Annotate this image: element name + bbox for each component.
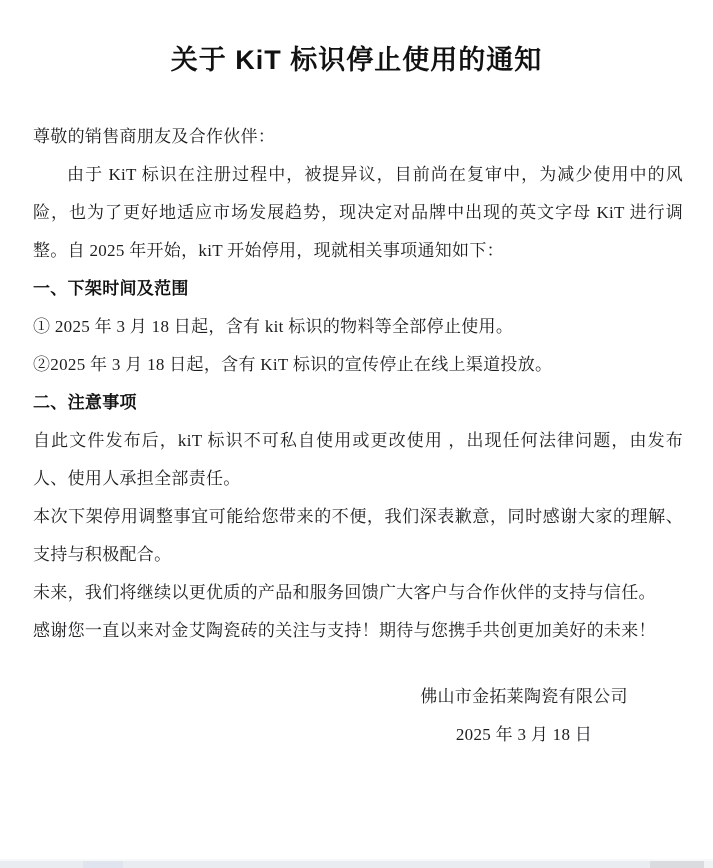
section-2-paragraph-1: 自此文件发布后，kiT 标识不可私自使用或更改使用 ，出现任何法律问题，由发布人、使用人承担全部责任。 [33, 431, 683, 488]
bottom-bar-light-segment [704, 861, 713, 868]
salutation: 尊敬的销售商朋友及合作伙伴： [33, 127, 276, 146]
section-1-heading: 一、下架时间及范围 [33, 279, 189, 298]
bottom-bar-blue-segment [83, 861, 123, 868]
bottom-bar-gray-segment [650, 861, 704, 868]
section-2-heading: 二、注意事项 [33, 393, 137, 412]
signature-block [384, 678, 664, 754]
section-1-item-2: ②2025 年 3 月 18 日起，含有 KiT 标识的宣传停止在线上渠道投放。 [33, 355, 553, 374]
section-2-paragraph-4: 感谢您一直以来对金艾陶瓷砖的关注与支持！期待与您携手共创更加美好的未来！ [33, 621, 656, 640]
signature-date: 2025 年 3 月 18 日 [455, 725, 593, 744]
document-body [33, 118, 683, 650]
section-1-item-1: ① 2025 年 3 月 18 日起，含有 kit 标识的物料等全部停止使用。 [33, 317, 514, 336]
section-2-paragraph-3: 未来，我们将继续以更优质的产品和服务回馈广大客户与合作伙伴的支持与信任。 [33, 583, 656, 602]
company-name: 佛山市金拓莱陶瓷有限公司 [420, 687, 628, 706]
section-2-paragraph-2: 本次下架停用调整事宜可能给您带来的不便，我们深表歉意，同时感谢大家的理解、支持与积极配合。 [33, 507, 683, 564]
bottom-edge-bar [0, 861, 713, 868]
intro-paragraph: 由于 KiT 标识在注册过程中，被提异议，目前尚在复审中，为减少使用中的风险，也为了更好地适应市场发展趋势，现决定对品牌中出现的英文字母 KiT 进行调整。自 2025 年开始，kiT 开始停用，现就相关事项通知如下： [33, 165, 683, 260]
document-title: 关于 KiT 标识停止使用的通知 [170, 45, 543, 75]
